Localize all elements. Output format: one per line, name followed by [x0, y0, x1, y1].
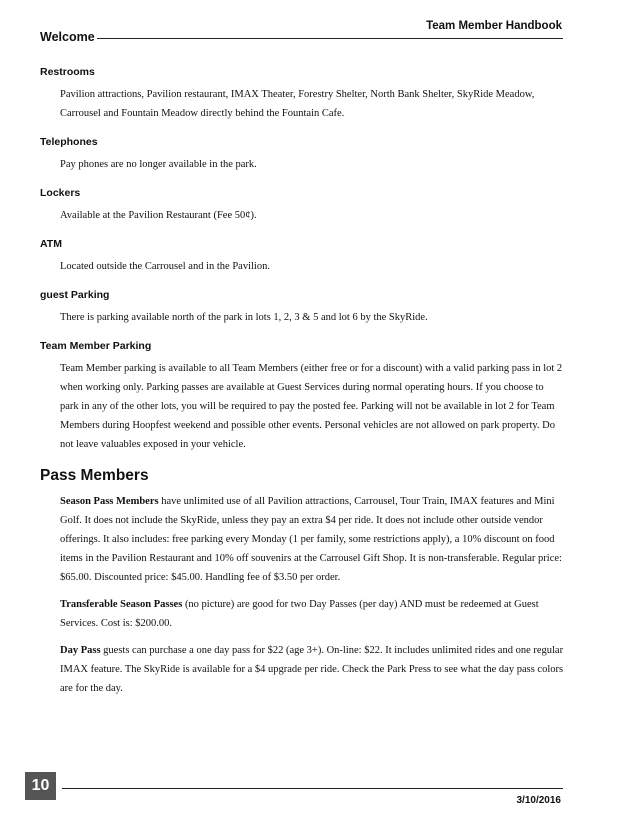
- section-text: There is parking available north of the park in lots 1, 2, 3 & 5 and lot 6 by the SkyRide.: [60, 312, 428, 323]
- section-restrooms: [40, 66, 564, 123]
- header-rule: [97, 38, 563, 39]
- pass-members-heading: Pass Members: [40, 467, 149, 484]
- section-text: Pavilion attractions, Pavilion restaurant, IMAX Theater, Forestry Shelter, North Bank Shelter, SkyRide Meadow, Carrousel and Fountain Meadow directly behind the Fountain Cafe.: [60, 89, 535, 119]
- section-title: Welcome: [40, 30, 95, 44]
- pass-description: (no picture) are good for two Day Passes (per day) AND must be redeemed at Guest Services. Cost is: $200.00.: [60, 599, 539, 629]
- section-lockers: [40, 187, 564, 225]
- pass-term: Transferable Season Passes: [60, 599, 183, 610]
- pass-item-day-pass: [40, 641, 564, 698]
- page-content: [40, 66, 564, 706]
- section-heading: Lockers: [40, 187, 81, 199]
- pass-term: Season Pass Members: [60, 496, 159, 507]
- footer-rule: [62, 788, 563, 789]
- section-text: Available at the Pavilion Restaurant (Fee 50¢).: [60, 210, 257, 221]
- pass-description: guests can purchase a one day pass for $22 (age 3+). On-line: $22. It includes unlimited rides and one regular IMAX feature. The SkyRide is available for a $4 upgrade per ride. Check the Park Press to see what the day pass colors are for the day.: [60, 645, 564, 694]
- section-heading: Team Member Parking: [40, 340, 152, 352]
- document-title: Team Member Handbook: [426, 20, 562, 32]
- section-text: Pay phones are no longer available in the park.: [60, 159, 257, 170]
- section-text: Located outside the Carrousel and in the Pavilion.: [60, 261, 270, 272]
- section-guest-parking: [40, 289, 564, 327]
- page-number: 10: [25, 772, 56, 800]
- pass-item-season-pass: [40, 492, 564, 587]
- section-heading: Telephones: [40, 136, 98, 148]
- footer-date: 3/10/2016: [516, 795, 561, 806]
- pass-term: Day Pass: [60, 645, 101, 656]
- section-telephones: [40, 136, 564, 174]
- section-heading: Restrooms: [40, 66, 95, 78]
- section-heading: ATM: [40, 238, 62, 250]
- pass-item-transferable: [40, 595, 564, 633]
- section-atm: [40, 238, 564, 276]
- pass-description: have unlimited use of all Pavilion attractions, Carrousel, Tour Train, IMAX features and Mini Golf. It does not include the SkyRide, unless they pay an extra $4 per ride. It does not include other outside vendor offerings. It also includes: free parking every Monday (1 per family, some restrictions apply), a 10% discount on food items in the Pavilion Restaurant and 10% off souvenirs at the Carrousel Gift Shop. It is non-transferable. Regular price: $65.00. Discounted price: $45.00. Handling fee of $3.50 per order.: [60, 496, 562, 583]
- section-heading: guest Parking: [40, 289, 110, 301]
- section-team-member-parking: [40, 340, 564, 454]
- section-text: Team Member parking is available to all Team Members (either free or for a discount) with a valid parking pass in lot 2 when working only. Parking passes are available at Guest Services during normal operating hours. If you choose to park in any of the other lots, you will be required to pay the posted fee. Parking will not be available in lot 2 for Team Members during Hoopfest weekend and possible other events. Personal vehicles are not allowed on park property. Do not leave valuables exposed in your vehicle.: [60, 363, 563, 450]
